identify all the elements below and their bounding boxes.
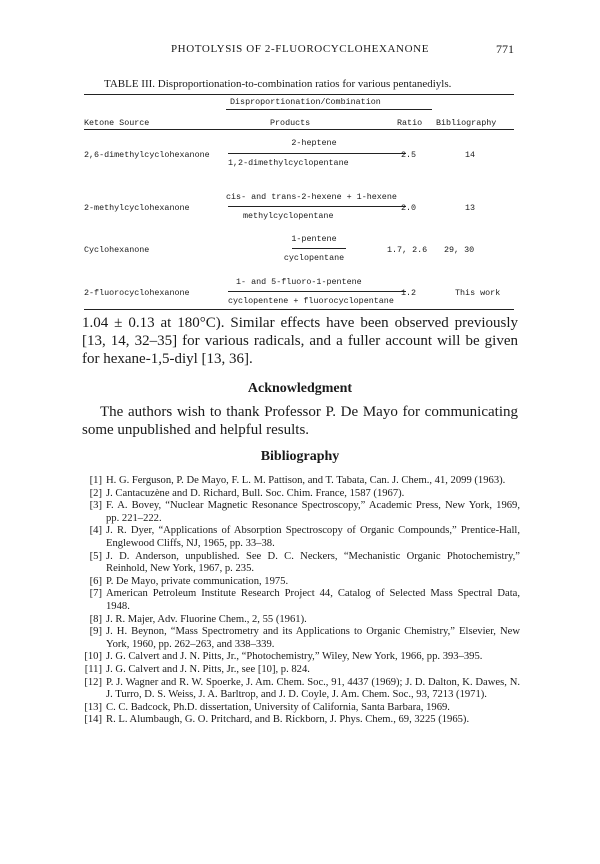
table-caption: TABLE III. Disproportionation-to-combination ratios for various pentanediyls. bbox=[104, 78, 452, 90]
reference-item: [14] R. L. Alumbaugh, G. O. Pritchard, and B. Rickborn, J. Phys. Chem., 69, 3225 (1965). bbox=[84, 714, 470, 726]
reference-item: [6] P. De Mayo, private communication, 1975. bbox=[89, 575, 289, 587]
header-rule bbox=[84, 129, 514, 130]
table-row-1-bibliography: 14 bbox=[465, 150, 476, 160]
table-row-4-fraction-bar bbox=[228, 291, 406, 292]
table-row-3-numerator: 1-pentene bbox=[291, 234, 337, 244]
reference-item: [12] P. J. Wagner and R. W. Spoerke, J. Am. Chem. Soc., 91, 4437 (1969); J. D. Dalton, K. Dawes, N. J. Turro, D. S. Weiss, J. A. Barltrop, and J. D. Coyle, J. Am. Chem. Soc., 93, 7213 (1971). bbox=[84, 676, 520, 701]
col-header-products: Products bbox=[270, 118, 311, 128]
table-row-1-numerator: 2-heptene bbox=[291, 138, 337, 148]
table-row-3-denominator: cyclopentane bbox=[283, 253, 345, 263]
acknowledgment-text: The authors wish to thank Professor P. De Mayo for communicating some unpublished and helpful results. bbox=[82, 404, 518, 438]
table-row-1-ratio: 2.5 bbox=[401, 150, 417, 160]
table-row-3-bibliography: 29, 30 bbox=[444, 245, 475, 255]
continuation-paragraph: 1.04 ± 0.13 at 180°C). Similar effects have been observed previously [13, 14, 32–35] for various radicals, and a fuller account will be given for hexane-1,5-diyl [13, 36]. bbox=[82, 315, 518, 367]
table-row-4-denominator: cyclopentene + fluorocyclopentane bbox=[228, 296, 394, 306]
reference-item: [11] J. G. Calvert and J. N. Pitts, Jr., see [10], p. 824. bbox=[84, 663, 310, 675]
col-header-ratio: Ratio bbox=[397, 118, 423, 128]
reference-item: [13] C. C. Badcock, Ph.D. dissertation, University of California, Santa Barbara, 1969. bbox=[84, 701, 450, 713]
running-title: PHOTOLYSIS OF 2-FLUOROCYCLOHEXANONE bbox=[170, 43, 430, 55]
reference-item: [4] J. R. Dyer, “Applications of Absorption Spectroscopy of Organic Compounds,” Prentice-Hall, Englewood Cliffs, NJ, 1965, pp. 33–38. bbox=[89, 525, 520, 549]
col-header-ketone: Ketone Source bbox=[84, 118, 150, 128]
reference-item: [3] F. A. Bovey, “Nuclear Magnetic Resonance Spectroscopy,” Academic Press, New York, 1969, pp. 221–222. bbox=[89, 500, 520, 524]
table-row-4-ketone: 2-fluorocyclohexanone bbox=[84, 288, 190, 298]
table-row-2-denominator: methylcyclopentane bbox=[243, 211, 334, 221]
table-top-rule bbox=[84, 94, 514, 95]
bibliography-heading: Bibliography bbox=[260, 449, 340, 464]
table-bottom-rule bbox=[84, 309, 514, 310]
group-header-rule bbox=[226, 109, 432, 110]
table-row-4-ratio: 1.2 bbox=[401, 288, 417, 298]
table-row-3-fraction-bar bbox=[292, 248, 346, 249]
table-row-2-numerator: cis- and trans-2-hexene + 1-hexene bbox=[226, 192, 397, 202]
reference-item: [1] H. G. Ferguson, P. De Mayo, F. L. M. Pattison, and T. Tabata, Can. J. Chem., 41, 2099 (1963). bbox=[89, 475, 506, 486]
table-row-2-ratio: 2.0 bbox=[401, 203, 417, 213]
page-number: 771 bbox=[496, 42, 514, 56]
table-row-3-ratio: 1.7, 2.6 bbox=[387, 245, 428, 255]
reference-item: [10] J. G. Calvert and J. N. Pitts, Jr., “Photochemistry,” Wiley, New York, 1966, pp. 393–395. bbox=[84, 651, 483, 663]
reference-item: [9] J. H. Beynon, “Mass Spectrometry and its Applications to Organic Chemistry,” Elsevier, New York, 1960, pp. 262–263, and 338–339. bbox=[89, 626, 520, 650]
table-row-1-denominator: 1,2-dimethylcyclopentane bbox=[228, 158, 349, 168]
reference-item: [2] J. Cantacuzène and D. Richard, Bull. Soc. Chim. France, 1587 (1967). bbox=[89, 487, 405, 499]
reference-item: [5] J. D. Anderson, unpublished. See D. C. Neckers, “Mechanistic Organic Photochemistry,” Reinhold, New York, 1967, p. 235. bbox=[89, 550, 520, 575]
reference-list bbox=[86, 475, 520, 727]
table-row-2-bibliography: 13 bbox=[465, 203, 476, 213]
reference-item: [7] American Petroleum Institute Research Project 44, Catalog of Selected Mass Spectral Data, 1948. bbox=[89, 588, 520, 612]
group-header: Disproportionation/Combination bbox=[230, 97, 381, 107]
table-row-4-bibliography: This work bbox=[455, 288, 501, 298]
ratio-table bbox=[84, 0, 514, 330]
table-row-1-ketone: 2,6-dimethylcyclohexanone bbox=[84, 150, 210, 160]
acknowledgment-heading: Acknowledgment bbox=[247, 381, 353, 396]
table-row-2-fraction-bar bbox=[228, 206, 406, 207]
table-row-2-ketone: 2-methylcyclohexanone bbox=[84, 203, 190, 213]
table-row-1-fraction-bar bbox=[228, 153, 406, 154]
reference-item: [8] J. R. Majer, Adv. Fluorine Chem., 2, 55 (1961). bbox=[89, 613, 307, 625]
table-row-4-numerator: 1- and 5-fluoro-1-pentene bbox=[236, 277, 362, 287]
table-row-3-ketone: Cyclohexanone bbox=[84, 245, 150, 255]
col-header-bibliography: Bibliography bbox=[436, 118, 497, 128]
